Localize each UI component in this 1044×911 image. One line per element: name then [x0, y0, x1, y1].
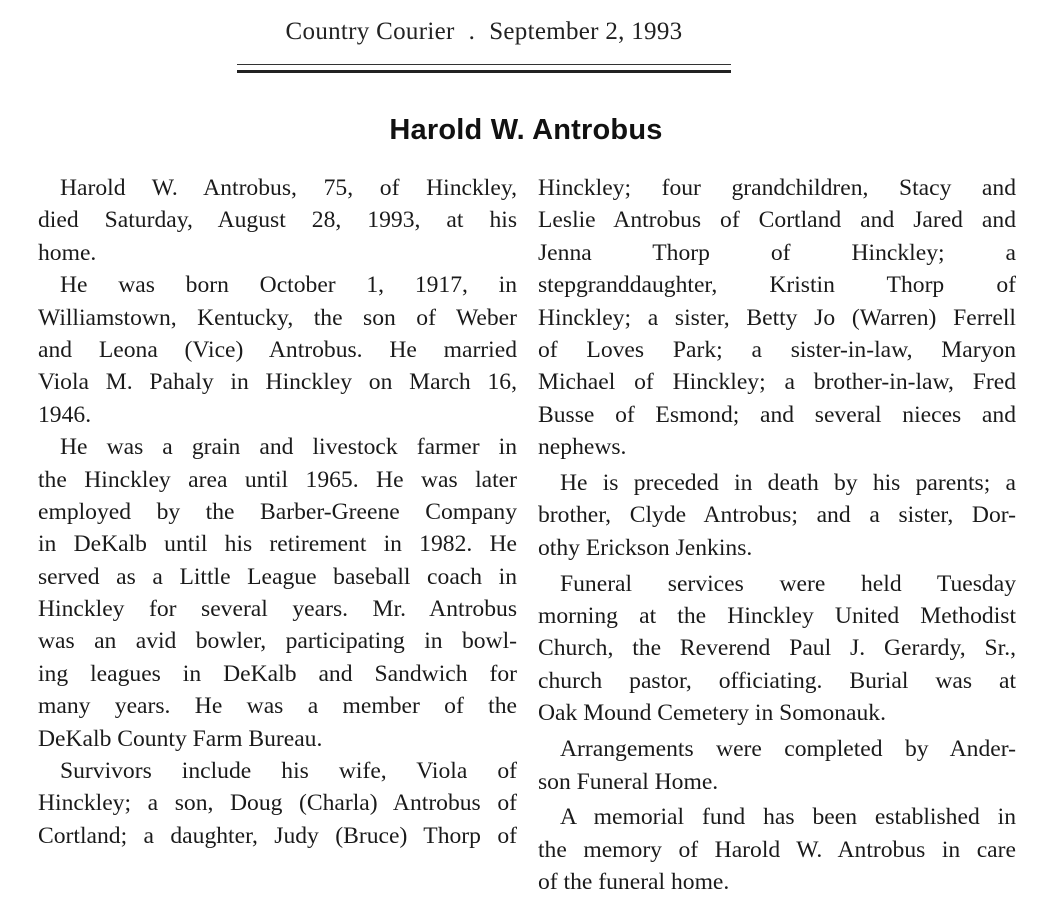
text-line: the memory of Harold W. Antrobus in care	[538, 836, 1016, 863]
text-line: Hinckley for several years. Mr. Antrobus	[38, 596, 517, 623]
text-line: many years. He was a member of the	[38, 693, 517, 720]
article-paragraph	[38, 269, 517, 431]
masthead-rule-thick	[237, 70, 731, 73]
article-paragraph	[538, 467, 1016, 564]
masthead-separator: .	[468, 18, 476, 45]
text-line: was an avid bowler, participating in bowl-	[38, 628, 517, 655]
article-paragraph	[538, 568, 1016, 730]
text-line: served as a Little League baseball coach in	[38, 563, 517, 590]
text-line: DeKalb County Farm Bureau.	[38, 725, 323, 752]
text-line: brother, Clyde Antrobus; and a sister, Dor-	[538, 502, 1016, 529]
text-line: Hinckley; a sister, Betty Jo (Warren) Ferrell	[538, 304, 1016, 331]
text-line: church pastor, officiating. Burial was at	[538, 667, 1016, 694]
masthead-rule-thin	[237, 64, 731, 65]
text-line: Leslie Antrobus of Cortland and Jared and	[538, 207, 1016, 234]
text-line: A memorial fund has been established in	[560, 804, 1016, 831]
article-column-left	[38, 172, 517, 852]
text-line: stepgranddaughter, Kristin Thorp of	[538, 272, 1016, 299]
text-line: morning at the Hinckley United Methodist	[538, 603, 1016, 630]
text-line: Arrangements were completed by Ander-	[560, 736, 1016, 763]
text-line: Church, the Reverend Paul J. Gerardy, Sr.,	[538, 635, 1016, 662]
masthead	[237, 18, 731, 46]
article-paragraph	[538, 801, 1016, 898]
text-line: Hinckley; four grandchildren, Stacy and	[538, 175, 1016, 201]
text-line: Williamstown, Kentucky, the son of Weber	[38, 304, 517, 331]
text-line: died Saturday, August 28, 1993, at his	[38, 207, 517, 234]
text-line: He was a grain and livestock farmer in	[60, 434, 517, 461]
text-line: Jenna Thorp of Hinckley; a	[538, 239, 1016, 266]
text-line: Hinckley; a son, Doug (Charla) Antrobus of	[38, 790, 517, 817]
text-line: ing leagues in DeKalb and Sandwich for	[38, 660, 517, 687]
text-line: othy Erickson Jenkins.	[538, 534, 753, 561]
text-line: nephews.	[538, 434, 627, 461]
article-paragraph	[38, 431, 517, 755]
text-line: of Loves Park; a sister-in-law, Maryon	[538, 336, 1016, 363]
text-line: Cortland; a daughter, Judy (Bruce) Thorp of	[38, 822, 517, 849]
publication-date: September 2, 1993	[489, 18, 683, 45]
text-line: home.	[38, 239, 97, 266]
text-line: He is preceded in death by his parents; a	[560, 470, 1016, 497]
article-paragraph	[38, 755, 517, 852]
text-line: son Funeral Home.	[538, 768, 719, 795]
text-line: Michael of Hinckley; a brother-in-law, Fred	[538, 369, 1016, 396]
article-paragraph	[538, 172, 1016, 464]
text-line: Harold W. Antrobus, 75, of Hinckley,	[60, 175, 517, 201]
text-line: in DeKalb until his retirement in 1982. He	[38, 531, 517, 558]
article-paragraph	[538, 733, 1016, 798]
text-line: of the funeral home.	[538, 869, 730, 896]
text-line: 1946.	[38, 401, 92, 428]
text-line: Funeral services were held Tuesday	[560, 570, 1016, 597]
text-line: Survivors include his wife, Viola of	[60, 758, 517, 785]
text-line: Busse of Esmond; and several nieces and	[538, 401, 1016, 428]
publication-name: Country Courier	[285, 18, 455, 45]
text-line: Viola M. Pahaly in Hinckley on March 16,	[38, 369, 517, 396]
article-column-right	[538, 172, 1016, 902]
text-line: He was born October 1, 1917, in	[60, 272, 517, 299]
text-line: employed by the Barber-Greene Company	[38, 498, 517, 525]
obituary-headline: Harold W. Antrobus	[389, 114, 663, 146]
article-paragraph	[38, 172, 517, 269]
text-line: the Hinckley area until 1965. He was later	[38, 466, 517, 493]
text-line: and Leona (Vice) Antrobus. He married	[38, 336, 517, 363]
text-line: Oak Mound Cemetery in Somonauk.	[538, 700, 886, 727]
